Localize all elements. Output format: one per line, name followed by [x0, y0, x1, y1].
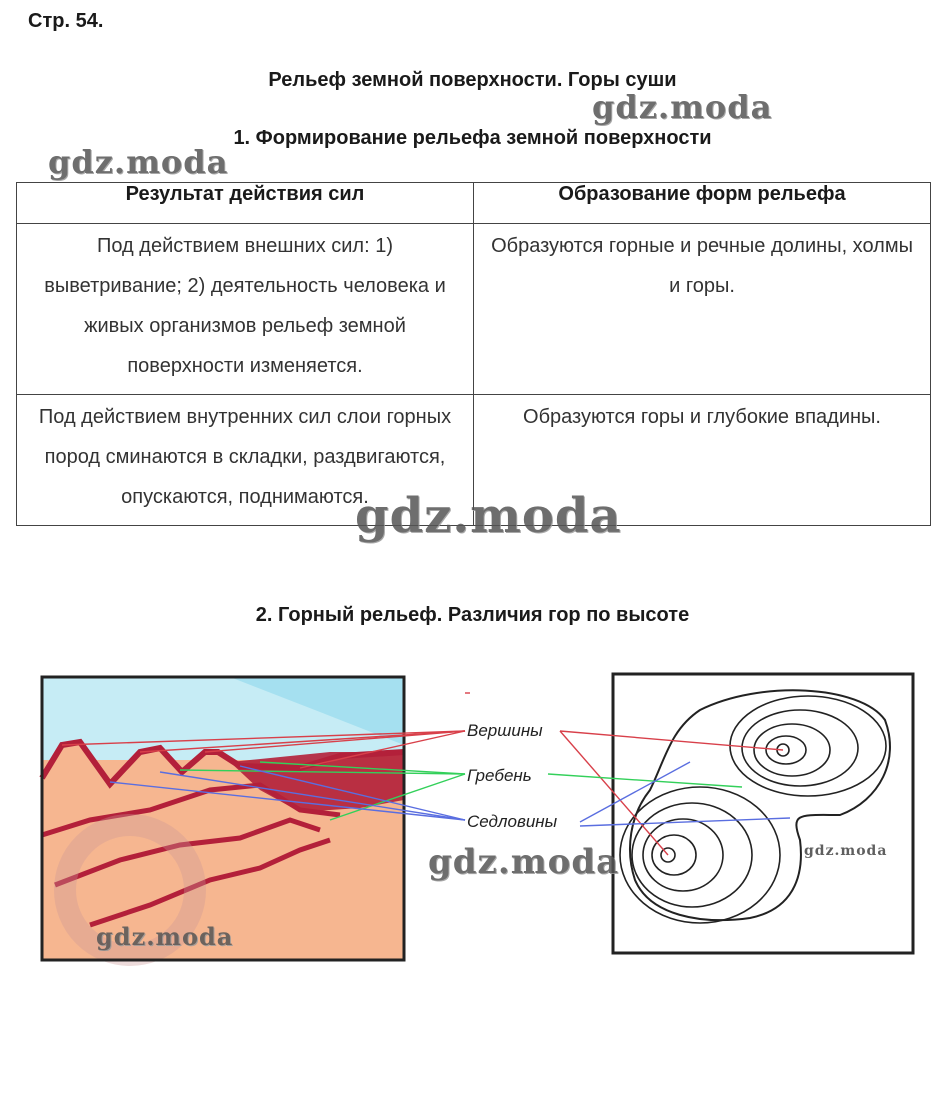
header-formation: Образование форм рельефа	[474, 183, 931, 224]
watermark: gdz.moda	[428, 842, 620, 882]
label-peaks: Вершины	[467, 721, 543, 740]
watermark: gdz.moda	[592, 88, 773, 126]
watermark: gdz.moda	[804, 843, 888, 859]
header-result: Результат действия сил	[17, 183, 474, 224]
section1-title: 1. Формирование рельефа земной поверхности	[233, 127, 712, 149]
cell-formation-external: Образуются горные и речные долины, холмы и горы.	[474, 224, 931, 395]
watermark: gdz.moda	[96, 922, 234, 951]
watermark: gdz.moda	[48, 143, 229, 181]
contour-map-image	[613, 674, 913, 953]
cell-formation-internal: Образуются горы и глубокие впадины.	[474, 395, 931, 526]
cell-result-external: Под действием внешних сил: 1) выветривание; 2) деятельность человека и живых организмов рельеф земной поверхности изменяется.	[17, 224, 474, 395]
mountain-landscape-image	[42, 677, 404, 960]
section2-title: 2. Горный рельеф. Различия гор по высоте	[255, 604, 690, 626]
topic-title: Рельеф земной поверхности. Горы суши	[268, 69, 677, 91]
watermark: gdz.moda	[355, 488, 622, 544]
label-ridge: Гребень	[467, 766, 532, 785]
label-saddles: Седловины	[467, 812, 558, 831]
cell-result-internal: Под действием внутренних сил слои горных пород сминаются в складки, раздвигаются, опускаются, поднимаются.	[17, 395, 474, 526]
page-number: Стр. 54.	[28, 10, 104, 32]
